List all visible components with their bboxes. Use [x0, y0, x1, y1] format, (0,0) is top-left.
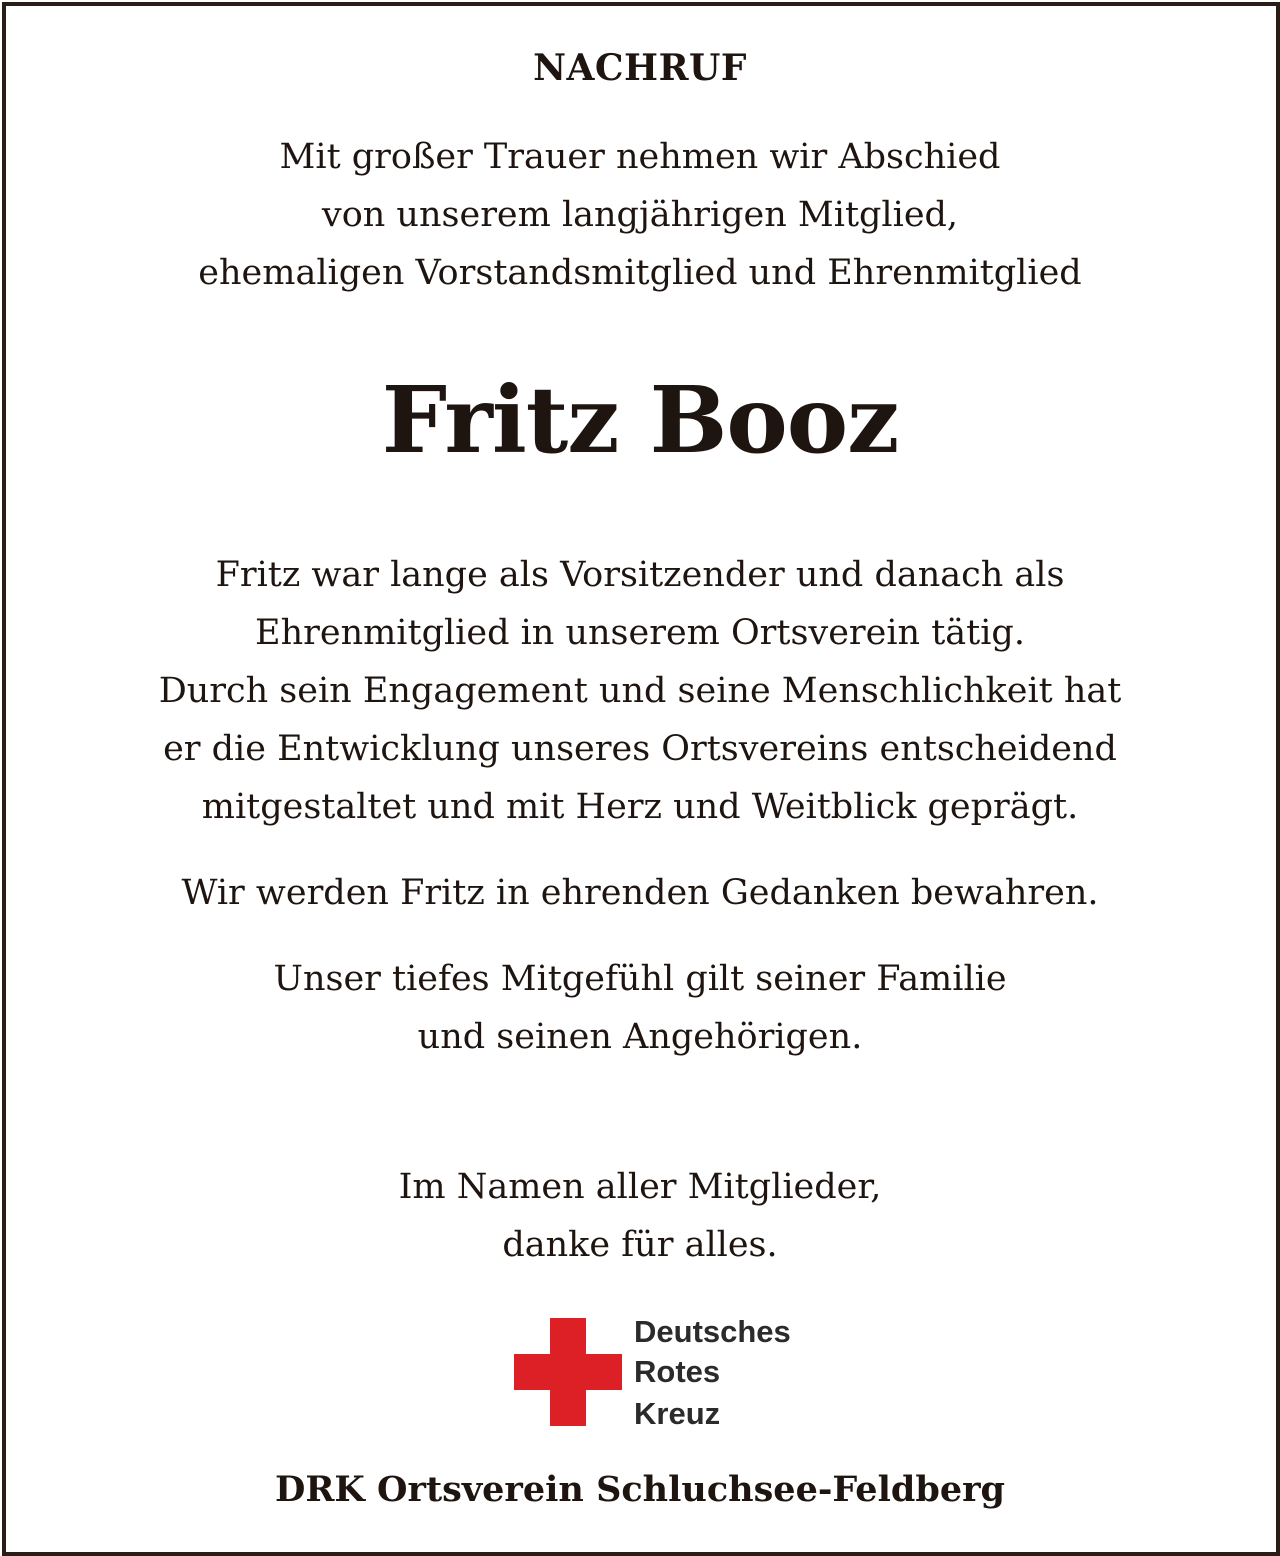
tribute-line-2: Ehrenmitglied in unserem Ortsverein tätig.	[255, 613, 1025, 653]
remembrance-line: Wir werden Fritz in ehrenden Gedanken bewahren.	[181, 873, 1099, 913]
tribute-line-3: Durch sein Engagement und seine Menschlichkeit hat	[158, 671, 1122, 711]
tribute-line-5: mitgestaltet und mit Herz und Weitblick geprägt.	[201, 787, 1079, 827]
heading: NACHRUF	[533, 47, 747, 89]
closing-line-2: danke für alles.	[502, 1225, 778, 1265]
deceased-name: Fritz Booz	[381, 366, 899, 474]
logo-text-line-1: Deutsches	[634, 1314, 791, 1349]
tribute-line-4: er die Entwicklung unseres Ortsvereins entscheidend	[163, 729, 1117, 769]
red-cross-icon	[514, 1318, 622, 1426]
intro-line-2: von unserem langjährigen Mitglied,	[321, 195, 959, 235]
intro-line-1: Mit großer Trauer nehmen wir Abschied	[279, 137, 1001, 177]
logo-text-line-2: Rotes	[634, 1354, 721, 1389]
condolence-line-1: Unser tiefes Mitgefühl gilt seiner Familie	[273, 959, 1007, 999]
condolence-line-2: und seinen Angehörigen.	[417, 1017, 863, 1057]
organization-name: DRK Ortsverein Schluchsee-Feldberg	[274, 1469, 1005, 1510]
closing-line-1: Im Namen aller Mitglieder,	[398, 1167, 882, 1207]
drk-logo	[500, 1300, 840, 1440]
tribute-line-1: Fritz war lange als Vorsitzender und danach als	[215, 555, 1065, 595]
intro-line-3: ehemaligen Vorstandsmitglied und Ehrenmitglied	[198, 253, 1082, 293]
logo-text-line-3: Kreuz	[634, 1396, 721, 1431]
